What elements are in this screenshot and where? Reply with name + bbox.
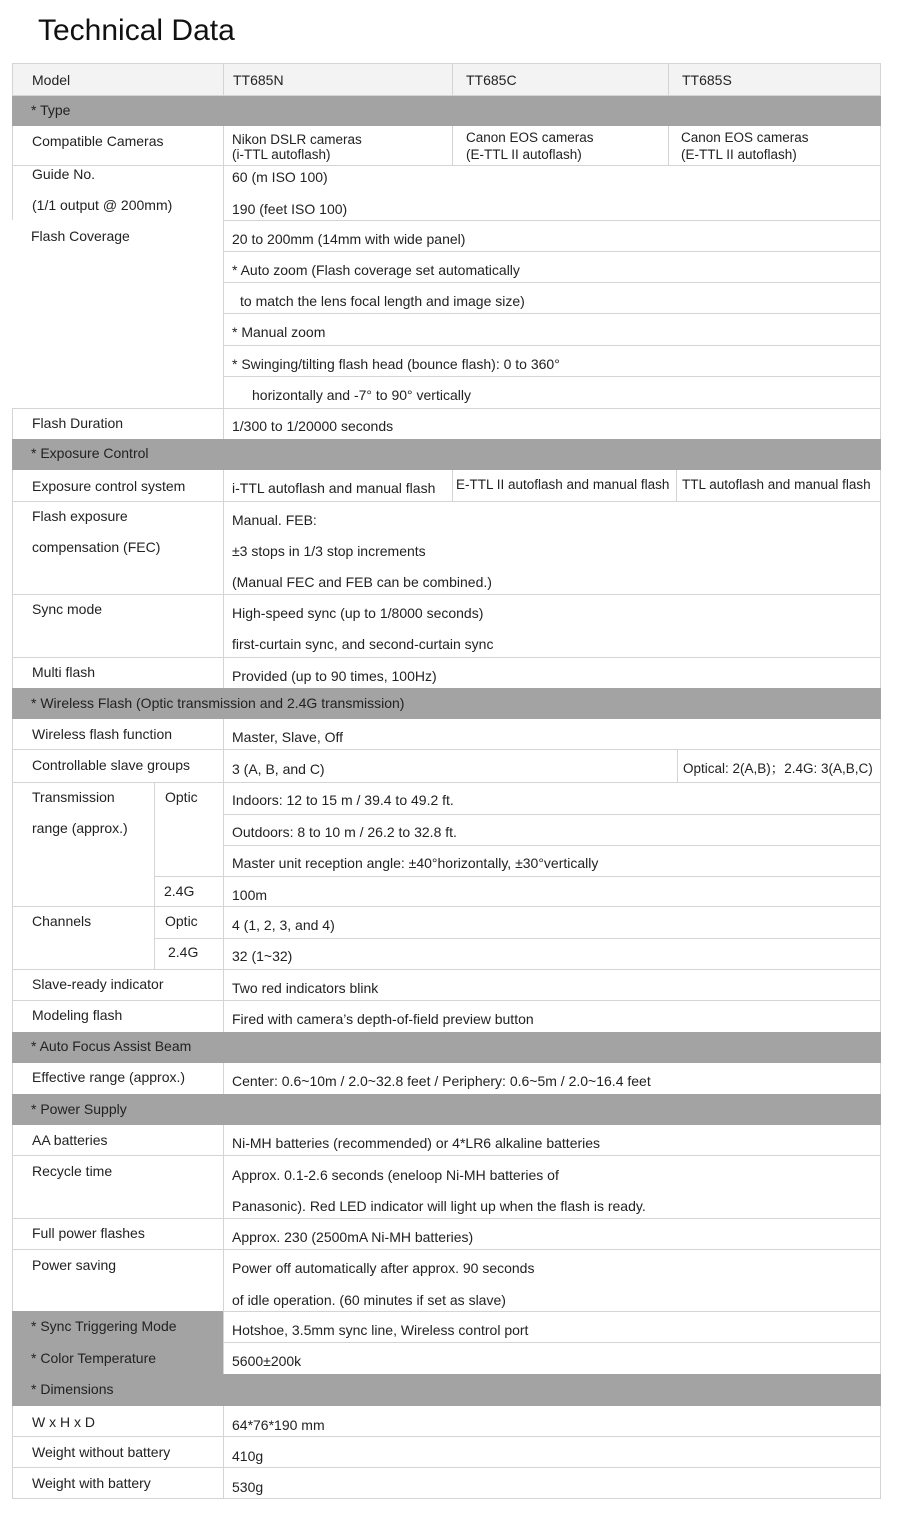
transmission-optic-cell [154,783,224,876]
sync-mode-value-2: first-curtain sync, and second-curtain sync [232,636,494,652]
effective-label: Effective range (approx.) [32,1069,186,1085]
coverage-value-1: 20 to 200mm (14mm with wide panel) [232,231,466,247]
section-sync [12,1311,223,1343]
wireless-fn-label-cell [12,719,224,750]
aa-value-cell [223,1125,881,1156]
sync-mode-value-1: High-speed sync (up to 1/8000 seconds) [232,605,484,621]
exposure-system-tt685c: E-TTL II autoflash and manual flash [456,477,670,492]
coverage-divider [224,345,880,346]
color-value-cell [223,1343,881,1374]
weight-wo-label: Weight without battery [32,1444,171,1460]
fec-value-1: Manual. FEB: [232,512,317,528]
multi-value-cell [223,658,881,688]
compatible-tt685c [452,126,669,166]
whd-label: W x H x D [32,1414,95,1430]
header-tt685c-cell [452,63,669,96]
recycle-label: Recycle time [32,1163,113,1179]
channels-optic-value: 4 (1, 2, 3, and 4) [232,917,335,933]
full-power-value-cell [223,1219,881,1250]
coverage-value-2: * Auto zoom (Flash coverage set automatically [232,262,520,278]
header-tt685n-cell [223,63,453,96]
transmission-divider [224,876,880,877]
section-wireless-label: * Wireless Flash (Optic transmission and 2.4G transmission) [31,695,405,711]
guide-label-line2: (1/1 output @ 200mm) [32,197,173,213]
header-model: Model [32,72,71,88]
exposure-system-tt685n-cell [223,470,453,502]
header-model-cell [12,63,224,96]
recycle-value-1: Approx. 0.1-2.6 seconds (eneloop Ni-MH batteries of [232,1167,559,1183]
slave-ready-value: Two red indicators blink [232,980,379,996]
power-saving-value-2: of idle operation. (60 minutes if set as slave) [232,1292,506,1308]
transmission-optic-value-3: Master unit reception angle: ±40°horizontally, ±30°vertically [232,855,599,871]
guide-label-line1: Guide No. [32,166,96,182]
compatible-tt685s-line2: (E-TTL II autoflash) [681,147,797,162]
fec-label-line1: Flash exposure [32,508,128,524]
fec-label-cell [12,502,224,595]
section-dims-label: * Dimensions [31,1381,114,1397]
header-tt685n: TT685N [233,72,284,88]
exposure-system-tt685s-cell [676,470,881,502]
compatible-tt685c-line1: Canon EOS cameras [466,130,594,145]
section-exposure-label: * Exposure Control [31,445,149,461]
compatible-tt685s-line1: Canon EOS cameras [681,130,809,145]
power-saving-label: Power saving [32,1257,117,1273]
slave-groups-label: Controllable slave groups [32,757,190,773]
fec-values-cell [223,502,881,595]
weight-wo-label-cell [12,1437,224,1468]
duration-value-cell [223,409,881,439]
header-tt685s: TT685S [682,72,732,88]
wireless-fn-label: Wireless flash function [32,726,173,742]
channels-24g-cell [154,938,224,970]
duration-label-cell [12,408,224,439]
exposure-system-label: Exposure control system [32,478,186,494]
slave-ready-value-cell [223,970,881,1001]
slave-groups-value: 3 (A, B, and C) [232,761,325,777]
transmission-optic-value-2: Outdoors: 8 to 10 m / 26.2 to 32.8 ft. [232,824,457,840]
power-saving-values-cell [223,1250,881,1312]
transmission-values-cell [223,783,881,907]
full-power-value: Approx. 230 (2500mA Ni-MH batteries) [232,1229,474,1245]
weight-w-label-cell [12,1468,224,1499]
channels-label: Channels [32,913,92,929]
weight-wo-value-cell [223,1437,881,1468]
recycle-label-cell [12,1156,224,1219]
weight-w-value-cell [223,1468,881,1499]
recycle-values-cell [223,1156,881,1219]
header-tt685c: TT685C [466,72,517,88]
coverage-value-5: * Swinging/tilting flash head (bounce flash): 0 to 360° [232,356,560,372]
section-sync-label: * Sync Triggering Mode [31,1318,177,1334]
section-color-label: * Color Temperature [31,1350,157,1366]
guide-value-2: 190 (feet ISO 100) [232,201,348,217]
compatible-tt685s [668,126,881,166]
fec-label-line2: compensation (FEC) [32,539,161,555]
compatible-label-cell [12,126,224,166]
section-type [12,96,881,126]
whd-value-cell [223,1406,881,1437]
section-wireless [12,688,881,719]
effective-label-cell [12,1063,224,1094]
weight-w-label: Weight with battery [32,1475,151,1491]
channels-label-cell [12,907,155,970]
wireless-fn-value: Master, Slave, Off [232,729,344,745]
coverage-value-3: to match the lens focal length and image size) [240,293,525,309]
section-af [12,1032,881,1063]
transmission-optic-value-1: Indoors: 12 to 15 m / 39.4 to 49.2 ft. [232,792,454,808]
transmission-label-line1: Transmission [32,789,115,805]
section-color [12,1343,223,1374]
slave-groups-label-cell [12,750,224,783]
channels-optic-label: Optic [165,913,198,929]
channels-24g-value: 32 (1~32) [232,948,293,964]
coverage-label: Flash Coverage [31,228,130,244]
coverage-divider [224,376,880,377]
channels-optic-value-cell [223,907,881,939]
guide-values-cell [223,166,881,221]
transmission-24g-cell [154,876,224,907]
exposure-system-label-cell [12,470,224,502]
slave-groups-tt685s: Optical: 2(A,B)；2.4G: 3(A,B,C) [683,761,873,776]
power-saving-value-1: Power off automatically after approx. 90 seconds [232,1260,535,1276]
coverage-divider [224,282,880,283]
transmission-optic-label: Optic [165,789,198,805]
multi-label: Multi flash [32,664,96,680]
slave-groups-tt685s-cell [677,750,881,783]
coverage-value-6: horizontally and -7° to 90° vertically [252,387,471,403]
guide-label-cell [12,166,224,220]
section-dims [12,1374,881,1406]
coverage-divider [224,251,880,252]
section-power [12,1094,881,1125]
transmission-divider [224,814,880,815]
transmission-label-line2: range (approx.) [32,820,128,836]
full-power-label: Full power flashes [32,1225,145,1241]
transmission-24g-value: 100m [232,887,268,903]
aa-label: AA batteries [32,1132,108,1148]
aa-label-cell [12,1125,224,1156]
exposure-system-tt685c-cell [452,470,677,502]
compatible-label: Compatible Cameras [32,133,164,149]
exposure-system-tt685n: i-TTL autoflash and manual flash [232,480,436,496]
aa-value: Ni-MH batteries (recommended) or 4*LR6 alkaline batteries [232,1135,601,1151]
modeling-value: Fired with camera’s depth-of-field preview button [232,1011,534,1027]
transmission-label-cell [12,783,155,907]
transmission-24g-label: 2.4G [164,883,195,899]
multi-value: Provided (up to 90 times, 100Hz) [232,668,437,684]
sync-mode-values-cell [223,595,881,658]
channels-24g-value-cell [223,938,881,970]
coverage-label-cell [12,221,224,408]
section-af-label: * Auto Focus Assist Beam [31,1038,192,1054]
slave-ready-label: Slave-ready indicator [32,976,164,992]
compatible-tt685c-line2: (E-TTL II autoflash) [466,147,582,162]
slave-groups-value-cell [223,750,678,783]
page-title: Technical Data [38,14,235,47]
effective-value: Center: 0.6~10m / 2.0~32.8 feet / Periphery: 0.6~5m / 2.0~16.4 feet [232,1073,651,1089]
guide-value-1: 60 (m ISO 100) [232,169,328,185]
whd-label-cell [12,1406,224,1437]
coverage-values-cell [223,221,881,409]
duration-label: Flash Duration [32,415,124,431]
sync-value-cell [223,1312,881,1343]
modeling-label: Modeling flash [32,1007,123,1023]
fec-value-3: (Manual FEC and FEB can be combined.) [232,574,492,590]
multi-label-cell [12,658,224,688]
compatible-tt685n [223,126,453,166]
slave-ready-label-cell [12,970,224,1001]
effective-value-cell [223,1063,881,1094]
modeling-label-cell [12,1001,224,1032]
sync-mode-label: Sync mode [32,601,103,617]
exposure-system-tt685s: TTL autoflash and manual flash [682,477,871,492]
fec-value-2: ±3 stops in 1/3 stop increments [232,543,426,559]
whd-value: 64*76*190 mm [232,1417,325,1433]
weight-wo-value: 410g [232,1448,264,1464]
duration-value: 1/300 to 1/20000 seconds [232,418,394,434]
power-saving-label-cell [12,1250,224,1311]
weight-w-value: 530g [232,1479,264,1495]
color-value: 5600±200k [232,1353,302,1369]
coverage-divider [224,313,880,314]
transmission-divider [224,845,880,846]
full-power-label-cell [12,1219,224,1250]
sync-mode-label-cell [12,595,224,658]
section-power-label: * Power Supply [31,1101,127,1117]
header-tt685s-cell [668,63,881,96]
compatible-tt685n-line2: (i-TTL autoflash) [232,147,331,162]
section-type-label: * Type [31,102,71,118]
channels-optic-cell [154,907,224,939]
coverage-value-4: * Manual zoom [232,324,326,340]
recycle-value-2: Panasonic). Red LED indicator will light up when the flash is ready. [232,1198,646,1214]
wireless-fn-value-cell [223,719,881,750]
channels-24g-label: 2.4G [168,944,199,960]
modeling-value-cell [223,1001,881,1032]
compatible-tt685n-line1: Nikon DSLR cameras [232,132,362,147]
section-exposure [12,439,881,470]
sync-value: Hotshoe, 3.5mm sync line, Wireless control port [232,1322,529,1338]
